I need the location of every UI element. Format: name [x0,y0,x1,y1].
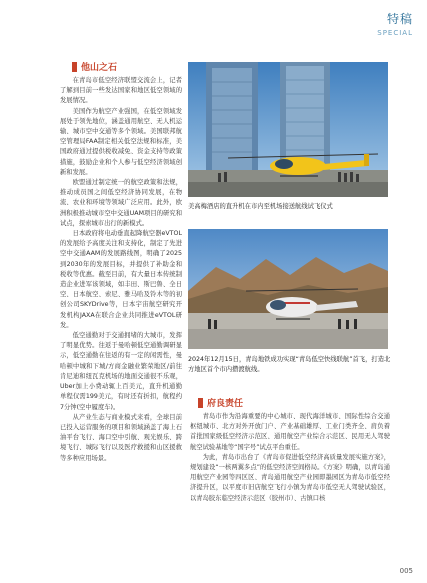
left-paragraph: 低空通勤对于交通拥堵的大城市，发挥了明显优势。往返于曼哈顿低空通勤调研显示，低空通勤在往返的有一定的闲需性，曼哈顿中城和下城/方商金融业繁荣地区/前往肯尼迪和纽瓦克机场的地面交通很不乐观，Uber加上小费动辄上百美元，直升机通勤单程仅需199美元，有时还有折扣，航程约7分钟(空中履度车)。 [60,332,182,411]
right-paragraph: 为此，青岛市出台了《青岛市促进低空经济高质量发展实施方案》，规划建设“一核两翼多点”的低空经济空间格局。《方案》明确，以青岛通用航空产业园等四区区、青岛通用航空产业园即墨园区为青岛市低空经济提升区，以平度市旧店航空飞行小镇为青岛市低空无人驾驶试验区，以青岛胶东临空经济示范区（胶州市）、古镇口核 [190,453,390,502]
page-number: 005 [399,567,413,575]
section-header [377,10,413,37]
left-paragraph: 美国作为航空产业强国，在低空领域发展处于领先地位，涵盖通用航空、无人机运输、城市空中交通等多个领域。美国联邦航空管理局FAA制定相关低空法规和标准，美国政府通过提供税收减免、资金支持等政策措施，鼓励企业和个人参与低空经济领域创新和发展。 [60,107,182,176]
helicopter-mountain-photo [188,229,388,349]
right-heading-text: 府良责任 [207,399,244,409]
section-title-cn: 特稿 [386,12,413,26]
right-paragraph: 青岛市作为沿海重要的中心城市、现代海洋城市、国际性综合交通枢纽城市、北方对外开放门户、产业基础雄厚、工业门类齐全、肩负着首批国家级低空经济示范区、通用航空产业综合示范区、民用无人驾驶航空试验基地等“国字号”试点平台重任。 [190,413,390,451]
helicopter-city-photo [188,62,388,197]
photo2-caption: 2024年12月15日，青岛地铁成功实现“青岛低空快线联航”首飞，打造北方地区首个市内攒渡航线。 [188,356,391,373]
left-paragraph: 欧盟通过制定统一的航空政策和法规，推动成员国之间低空经济协同发展，在物流、农业和环境等领域广泛应用。此外，欧洲积极推动城市空中交通UAM项目的研究和试点，探索城市出行的新模式。 [60,179,182,227]
left-paragraph: 日本政府将电动垂直起降航空器eVTOL的发展给予高度关注和支持化，制定了先进空中交通AAM的发展路线图，明确了2025到2030年的发展目标，并提供了补助金和税收等优惠。截至目前，有大量日本传统制造企业进军该领域，如丰田、斯巴鲁、全日空、日本航空、索尼、雅马哈及铃木等的初创公司SKYDrive等，日本宇宙航空研究开发机构JAXA在联合企业共同推进eVTOL研发。 [60,230,182,329]
section-title-en: SPECIAL [377,29,413,37]
right-heading [198,396,243,409]
photo1-caption: 美高梅酒店的直升机在市内至机场接送航线试飞仪式 [188,203,333,210]
heading-marker [198,398,203,408]
right-column [190,412,390,564]
left-heading-text: 他山之石 [81,63,118,73]
left-column [60,76,182,568]
left-heading [72,60,117,73]
heading-marker [72,62,77,72]
left-paragraph: 从产业生态与商业模式来看，全球目前已投入运营服务的项目和领域涵盖了海上石油平台飞行、海口空中引航、观光娱乐、跨境飞行、城际飞行以及医疗救援和山区援救等多种应用场景。 [60,413,182,462]
left-paragraph: 在青岛市低空经济联盟交流会上，记者了解到目前一些发达国家和地区低空领域的发展情况。 [60,77,182,105]
